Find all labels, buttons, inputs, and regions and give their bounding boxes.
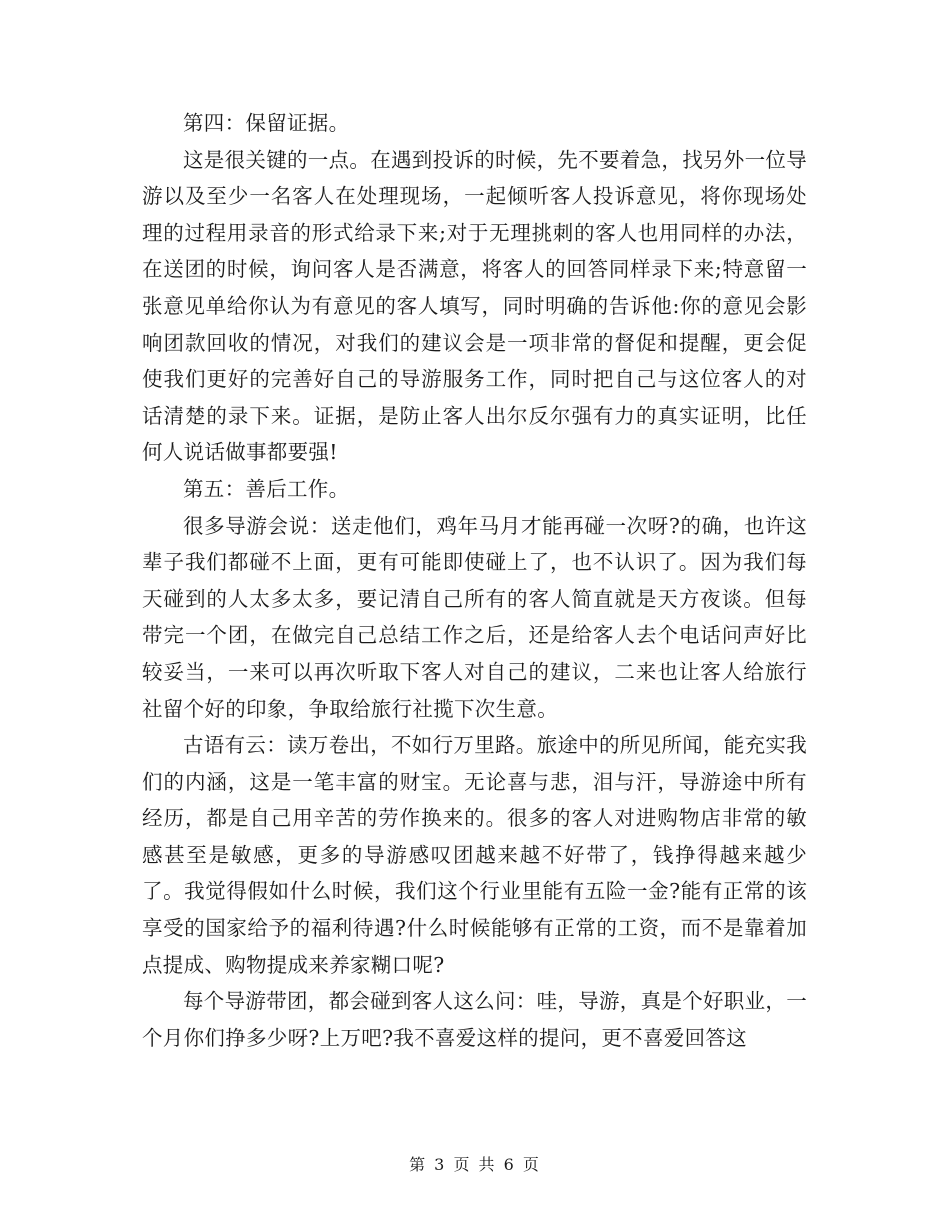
paragraph-aftercare: 很多导游会说：送走他们，鸡年马月才能再碰一次呀?的确，也许这辈子我们都碰不上面，更有可能即使碰上了，也不认识了。因为我们每天碰到的人太多太多，要记清自己所有的客人简直就是天方夜谈。但每带完一个团，在做完自己总结工作之后，还是给客人去个电话问声好比较妥当，一来可以再次听取下客人对自己的建议，二来也让客人给旅行社留个好的印象，争取给旅行社揽下次生意。: [142, 513, 807, 721]
paragraph-evidence: 这是很关键的一点。在遇到投诉的时候，先不要着急，找另外一位导游以及至少一名客人在处理现场，一起倾听客人投诉意见，将你现场处理的过程用录音的形式给录下来;对于无理挑刺的客人也用同样的办法，在送团的时候，询问客人是否满意，将客人的回答同样录下来;特意留一张意见单给你认为有意见的客人填写，同时明确的告诉他:你的意见会影响团款回收的情况，对我们的建议会是一项非常的督促和提醒，更会促使我们更好的完善好自己的导游服务工作，同时把自己与这位客人的对话清楚的录下来。证据，是防止客人出尔反尔强有力的真实证明，比任何人说话做事都要强!: [142, 147, 807, 465]
page-number-footer: 第 3 页 共 6 页: [409, 1155, 541, 1174]
document-body: [142, 105, 807, 1056]
paragraph-heading-fifth: 第五：善后工作。: [183, 476, 350, 501]
paragraph-question: 每个导游带团，都会碰到客人这么问：哇，导游，真是个好职业，一个月你们挣多少呀?上万吧?我不喜爱这样的提问，更不喜爱回答这: [142, 989, 807, 1050]
paragraph-proverb: 古语有云：读万卷出，不如行万里路。旅途中的所见所闻，能充实我们的内涵，这是一笔丰富的财宝。无论喜与悲，泪与汗，导游途中所有经历，都是自己用辛苦的劳作换来的。很多的客人对进购物店非常的敏感甚至是敏感，更多的导游感叹团越来越不好带了，钱挣得越来越少了。我觉得假如什么时候，我们这个行业里能有五险一金?能有正常的该享受的国家给予的福利待遇?什么时候能够有正常的工资，而不是靠着加点提成、购物提成来养家糊口呢?: [142, 733, 807, 977]
paragraph-heading-fourth: 第四：保留证据。: [183, 111, 350, 135]
